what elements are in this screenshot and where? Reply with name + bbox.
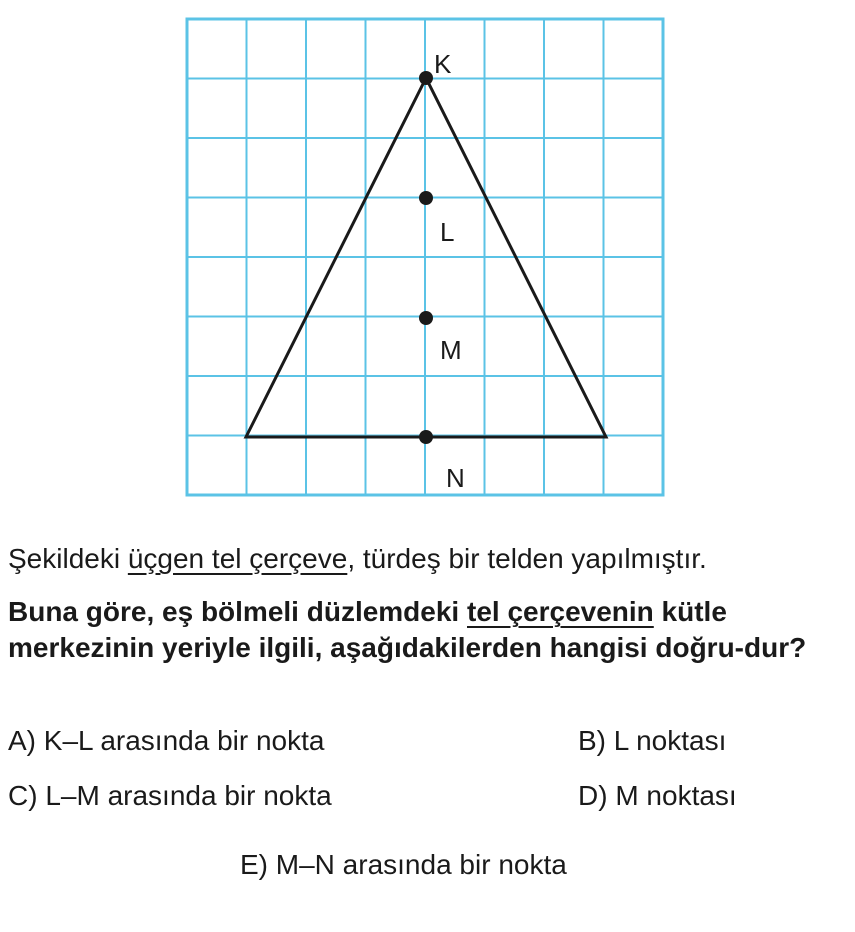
- point-k-label: K: [434, 49, 452, 79]
- intro-text-end: , türdeş bir telden yapılmıştır.: [347, 543, 707, 574]
- point-n-label: N: [446, 463, 465, 493]
- question-text-start: Buna göre, eş bölmeli düzlemdeki: [8, 596, 467, 627]
- intro-underlined-phrase: üçgen tel çerçeve: [127, 543, 348, 574]
- question-text: [8, 594, 848, 666]
- option-b[interactable]: B) L noktası: [578, 725, 727, 756]
- square-grid: [187, 19, 663, 495]
- question-underlined-phrase: tel çerçevenin: [467, 596, 654, 627]
- option-c[interactable]: C) L–M arasında bir nokta: [8, 780, 332, 811]
- intro-text-start: Şekildeki: [8, 543, 128, 574]
- intro-sentence: [8, 541, 848, 577]
- point-m-dot: [419, 311, 433, 325]
- point-k-dot: [419, 71, 433, 85]
- point-l-dot: [419, 191, 433, 205]
- point-n-dot: [419, 430, 433, 444]
- option-a[interactable]: A) K–L arasında bir nokta: [8, 725, 325, 756]
- option-d[interactable]: D) M noktası: [578, 780, 737, 811]
- point-l-label: L: [440, 217, 455, 247]
- point-m-label: M: [440, 335, 462, 365]
- option-e[interactable]: E) M–N arasında bir nokta: [240, 849, 567, 880]
- question-text-end: kütle merkezinin yeriyle ilgili, aşağıdakilerden hangisi doğru-dur?: [8, 596, 807, 663]
